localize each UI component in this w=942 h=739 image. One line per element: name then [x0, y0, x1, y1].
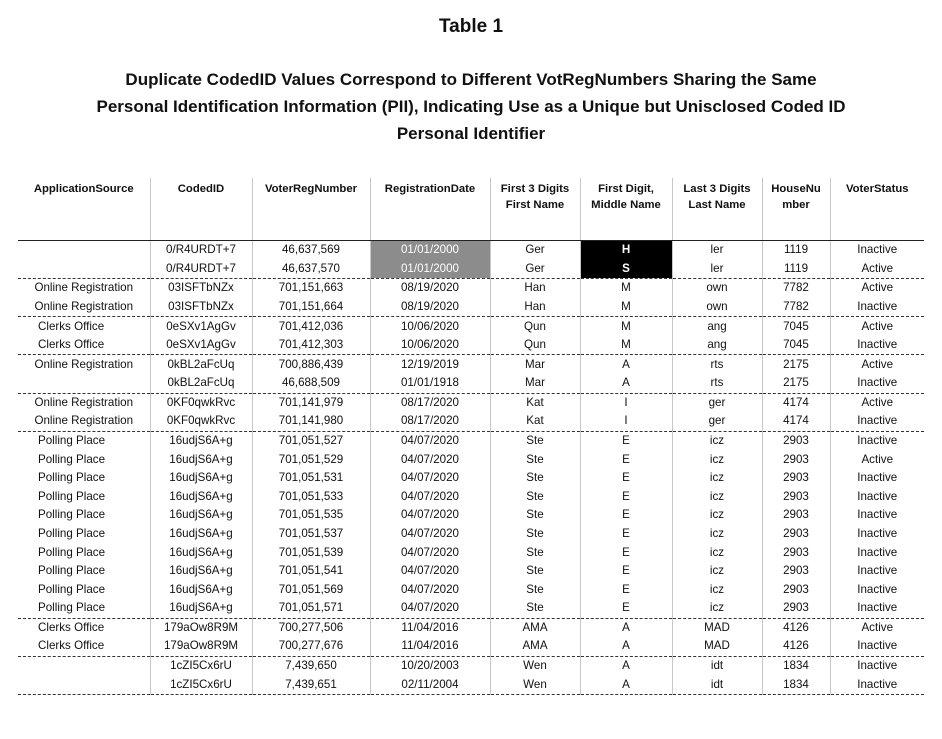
middle-name-cell: I — [580, 393, 672, 412]
application-source-cell — [18, 260, 150, 279]
house-number-cell: 2175 — [762, 374, 830, 393]
application-source-cell: Polling Place — [38, 601, 106, 615]
table-row — [18, 279, 924, 298]
last-name-cell: ang — [672, 336, 762, 355]
coded-id-cell: 179aOw8R9M — [150, 618, 252, 637]
house-number-cell: 4126 — [762, 637, 830, 656]
table-label: Table 1 — [438, 16, 504, 37]
middle-name-cell: E — [580, 469, 672, 488]
voter-reg-number-cell: 701,151,663 — [252, 279, 370, 298]
first-name-cell: Han — [490, 298, 580, 317]
house-number-cell: 2903 — [762, 506, 830, 525]
last-name-cell: icz — [672, 543, 762, 562]
last-name-cell: ger — [672, 412, 762, 431]
voter-status-cell: Active — [830, 618, 924, 637]
application-source-cell: Polling Place — [38, 564, 106, 578]
application-source-cell: Clerks Office — [38, 338, 105, 352]
registration-date-cell: 01/01/1918 — [370, 374, 490, 393]
voter-reg-number-cell: 46,637,569 — [252, 241, 370, 260]
table-row — [18, 431, 924, 450]
application-source-cell — [18, 656, 150, 675]
table-body — [18, 241, 924, 695]
table-row — [18, 336, 924, 355]
last-name-cell: icz — [672, 580, 762, 599]
table-row — [18, 488, 924, 507]
first-name-cell: Qun — [490, 317, 580, 336]
house-number-cell: 1119 — [762, 260, 830, 279]
house-number-cell: 7782 — [762, 298, 830, 317]
voter-status-cell: Inactive — [830, 562, 924, 581]
coded-id-cell: 0kBL2aFcUq — [150, 355, 252, 374]
application-source-cell: Online Registration — [18, 355, 150, 374]
first-name-cell: Ger — [490, 241, 580, 260]
application-source-cell — [18, 241, 150, 260]
table-row — [18, 580, 924, 599]
last-name-cell: ang — [672, 317, 762, 336]
middle-name-cell: E — [580, 506, 672, 525]
last-name-cell: own — [672, 298, 762, 317]
application-source-cell: Polling Place — [38, 545, 106, 559]
voter-reg-number-cell: 701,151,664 — [252, 298, 370, 317]
voter-status-cell: Inactive — [830, 637, 924, 656]
registration-date-cell: 12/19/2019 — [370, 355, 490, 374]
first-name-cell: Ste — [490, 450, 580, 469]
registration-date-cell: 04/07/2020 — [370, 599, 490, 618]
middle-name-cell: M — [580, 317, 672, 336]
first-name-cell: Ste — [490, 525, 580, 544]
registration-date-cell: 01/01/2000 — [370, 260, 490, 279]
application-source-cell: Clerks Office — [18, 618, 150, 637]
first-name-cell: Mar — [490, 355, 580, 374]
first-name-cell: Wen — [490, 675, 580, 694]
coded-id-cell: 03ISFTbNZx — [150, 298, 252, 317]
middle-name-cell: I — [580, 412, 672, 431]
voter-reg-number-cell: 700,277,506 — [252, 618, 370, 637]
last-name-cell: ler — [672, 241, 762, 260]
last-name-cell: rts — [672, 355, 762, 374]
middle-name-cell: E — [580, 562, 672, 581]
first-name-cell: Wen — [490, 656, 580, 675]
voter-status-cell: Active — [830, 355, 924, 374]
table-row — [18, 260, 924, 279]
middle-name-cell: A — [580, 355, 672, 374]
last-name-cell: idt — [672, 656, 762, 675]
last-name-cell: ler — [672, 260, 762, 279]
table-row — [18, 675, 924, 694]
table-title-line-3: Personal Identifier — [396, 124, 546, 143]
middle-name-cell: E — [580, 525, 672, 544]
coded-id-cell: 0KF0qwkRvc — [150, 412, 252, 431]
registration-date-cell: 08/19/2020 — [370, 298, 490, 317]
house-number-cell: 2903 — [762, 562, 830, 581]
application-source-cell — [18, 675, 150, 694]
registration-date-cell: 02/11/2004 — [370, 675, 490, 694]
voter-status-cell: Inactive — [830, 488, 924, 507]
table-title — [8, 66, 934, 147]
house-number-cell: 4126 — [762, 618, 830, 637]
middle-name-cell: E — [580, 543, 672, 562]
table-row — [18, 506, 924, 525]
registration-date-cell: 04/07/2020 — [370, 488, 490, 507]
house-number-cell: 2903 — [762, 543, 830, 562]
voter-reg-number-cell: 701,051,539 — [252, 543, 370, 562]
house-number-cell: 2903 — [762, 599, 830, 618]
first-name-cell: Ste — [490, 543, 580, 562]
voter-status-cell: Inactive — [830, 298, 924, 317]
voter-status-cell: Active — [830, 317, 924, 336]
voter-status-cell: Active — [830, 393, 924, 412]
middle-name-cell: E — [580, 488, 672, 507]
voter-reg-number-cell: 700,277,676 — [252, 637, 370, 656]
voter-reg-number-cell: 46,637,570 — [252, 260, 370, 279]
house-number-cell: 1834 — [762, 675, 830, 694]
column-header: HouseNu mber — [762, 178, 830, 241]
column-header: First 3 Digits First Name — [490, 178, 580, 241]
voter-reg-number-cell: 701,051,569 — [252, 580, 370, 599]
voter-status-cell: Inactive — [830, 469, 924, 488]
first-name-cell: Ger — [490, 260, 580, 279]
first-name-cell: Ste — [490, 580, 580, 599]
middle-name-cell: E — [580, 431, 672, 450]
voter-status-cell: Inactive — [830, 506, 924, 525]
voter-reg-number-cell: 701,141,980 — [252, 412, 370, 431]
table-row — [18, 412, 924, 431]
house-number-cell: 2903 — [762, 580, 830, 599]
last-name-cell: icz — [672, 488, 762, 507]
first-name-cell: Kat — [490, 412, 580, 431]
table-title-line-2: Personal Identification Information (PII), Indicating Use as a Unique but Unisclosed Coded ID — [96, 97, 846, 116]
last-name-cell: idt — [672, 675, 762, 694]
table-row — [18, 562, 924, 581]
registration-date-cell: 08/17/2020 — [370, 393, 490, 412]
voter-reg-number-cell: 701,051,541 — [252, 562, 370, 581]
coded-id-cell: 0eSXv1AgGv — [150, 317, 252, 336]
registration-date-cell: 04/07/2020 — [370, 469, 490, 488]
registration-date-cell: 04/07/2020 — [370, 525, 490, 544]
coded-id-cell: 16udjS6A+g — [150, 506, 252, 525]
house-number-cell: 7045 — [762, 317, 830, 336]
table-row — [18, 656, 924, 675]
voter-status-cell: Inactive — [830, 599, 924, 618]
middle-name-cell: E — [580, 580, 672, 599]
table-row — [18, 469, 924, 488]
middle-name-cell: A — [580, 675, 672, 694]
application-source-cell: Polling Place — [38, 526, 106, 540]
voter-status-cell: Active — [830, 260, 924, 279]
coded-id-cell: 0KF0qwkRvc — [150, 393, 252, 412]
application-source-cell — [18, 374, 150, 393]
registration-date-cell: 10/06/2020 — [370, 336, 490, 355]
registration-date-cell: 08/17/2020 — [370, 412, 490, 431]
coded-id-cell: 1cZI5Cx6rU — [150, 656, 252, 675]
voter-status-cell: Inactive — [830, 374, 924, 393]
voter-status-cell: Inactive — [830, 412, 924, 431]
voter-status-cell: Inactive — [830, 241, 924, 260]
registration-date-cell: 04/07/2020 — [370, 543, 490, 562]
application-source-cell: Polling Place — [38, 452, 106, 466]
registration-date-cell: 11/04/2016 — [370, 618, 490, 637]
duplicate-codedid-table — [18, 178, 924, 695]
house-number-cell: 4174 — [762, 393, 830, 412]
last-name-cell: icz — [672, 431, 762, 450]
table-row — [18, 599, 924, 618]
application-source-cell: Clerks Office — [38, 639, 105, 653]
voter-status-cell: Active — [830, 279, 924, 298]
voter-reg-number-cell: 701,051,571 — [252, 599, 370, 618]
table-row — [18, 241, 924, 260]
house-number-cell: 2903 — [762, 469, 830, 488]
first-name-cell: AMA — [490, 637, 580, 656]
first-name-cell: Ste — [490, 599, 580, 618]
registration-date-cell: 04/07/2020 — [370, 580, 490, 599]
middle-name-cell: A — [580, 637, 672, 656]
first-name-cell: Ste — [490, 469, 580, 488]
first-name-cell: Han — [490, 279, 580, 298]
coded-id-cell: 0/R4URDT+7 — [150, 241, 252, 260]
application-source-cell: Clerks Office — [18, 317, 150, 336]
table-row — [18, 637, 924, 656]
table-row — [18, 374, 924, 393]
coded-id-cell: 16udjS6A+g — [150, 543, 252, 562]
voter-status-cell: Inactive — [830, 543, 924, 562]
registration-date-cell: 04/07/2020 — [370, 450, 490, 469]
first-name-cell: AMA — [490, 618, 580, 637]
application-source-cell: Polling Place — [38, 489, 106, 503]
voter-reg-number-cell: 701,051,535 — [252, 506, 370, 525]
voter-reg-number-cell: 701,051,527 — [252, 431, 370, 450]
house-number-cell: 2903 — [762, 450, 830, 469]
middle-name-cell: A — [580, 374, 672, 393]
house-number-cell: 7045 — [762, 336, 830, 355]
voter-status-cell: Inactive — [830, 336, 924, 355]
coded-id-cell: 0/R4URDT+7 — [150, 260, 252, 279]
voter-reg-number-cell: 701,051,537 — [252, 525, 370, 544]
table-title-line-1: Duplicate CodedID Values Correspond to Different VotRegNumbers Sharing the Same — [125, 70, 817, 89]
voter-reg-number-cell: 7,439,651 — [252, 675, 370, 694]
middle-name-cell: E — [580, 450, 672, 469]
coded-id-cell: 179aOw8R9M — [150, 637, 252, 656]
voter-reg-number-cell: 701,412,303 — [252, 336, 370, 355]
house-number-cell: 2903 — [762, 525, 830, 544]
column-header: Last 3 Digits Last Name — [672, 178, 762, 241]
voter-status-cell: Inactive — [830, 656, 924, 675]
table-row — [18, 543, 924, 562]
house-number-cell: 7782 — [762, 279, 830, 298]
last-name-cell: own — [672, 279, 762, 298]
voter-reg-number-cell: 701,412,036 — [252, 317, 370, 336]
voter-reg-number-cell: 46,688,509 — [252, 374, 370, 393]
table-row — [18, 298, 924, 317]
voter-reg-number-cell: 701,051,531 — [252, 469, 370, 488]
coded-id-cell: 16udjS6A+g — [150, 469, 252, 488]
coded-id-cell: 16udjS6A+g — [150, 599, 252, 618]
coded-id-cell: 16udjS6A+g — [150, 580, 252, 599]
application-source-cell: Online Registration — [18, 393, 150, 412]
table-row — [18, 525, 924, 544]
application-source-cell: Polling Place — [18, 431, 150, 450]
voter-status-cell: Active — [830, 450, 924, 469]
coded-id-cell: 16udjS6A+g — [150, 562, 252, 581]
registration-date-cell: 04/07/2020 — [370, 431, 490, 450]
voter-reg-number-cell: 7,439,650 — [252, 656, 370, 675]
registration-date-cell: 10/20/2003 — [370, 656, 490, 675]
middle-name-cell: S — [580, 260, 672, 279]
column-header: VoterStatus — [830, 178, 924, 241]
header-row — [18, 178, 924, 241]
application-source-cell: Polling Place — [38, 471, 106, 485]
table-row — [18, 355, 924, 374]
application-source-cell: Polling Place — [38, 582, 106, 596]
table-row — [18, 317, 924, 336]
coded-id-cell: 1cZI5Cx6rU — [150, 675, 252, 694]
middle-name-cell: M — [580, 336, 672, 355]
column-header: CodedID — [150, 178, 252, 241]
registration-date-cell: 11/04/2016 — [370, 637, 490, 656]
application-source-cell: Polling Place — [38, 508, 106, 522]
table-row — [18, 618, 924, 637]
voter-status-cell: Inactive — [830, 431, 924, 450]
last-name-cell: ger — [672, 393, 762, 412]
first-name-cell: Mar — [490, 374, 580, 393]
application-source-cell: Online Registration — [34, 414, 134, 428]
voter-status-cell: Inactive — [830, 580, 924, 599]
middle-name-cell: M — [580, 279, 672, 298]
registration-date-cell: 04/07/2020 — [370, 506, 490, 525]
registration-date-cell: 01/01/2000 — [370, 241, 490, 260]
last-name-cell: icz — [672, 450, 762, 469]
first-name-cell: Ste — [490, 488, 580, 507]
last-name-cell: icz — [672, 506, 762, 525]
column-header: VoterRegNumber — [252, 178, 370, 241]
last-name-cell: icz — [672, 525, 762, 544]
first-name-cell: Ste — [490, 506, 580, 525]
voter-status-cell: Inactive — [830, 525, 924, 544]
last-name-cell: rts — [672, 374, 762, 393]
coded-id-cell: 0eSXv1AgGv — [150, 336, 252, 355]
table-row — [18, 393, 924, 412]
table-row — [18, 450, 924, 469]
house-number-cell: 2903 — [762, 431, 830, 450]
column-header: First Digit, Middle Name — [580, 178, 672, 241]
voter-reg-number-cell: 701,141,979 — [252, 393, 370, 412]
house-number-cell: 1834 — [762, 656, 830, 675]
voter-reg-number-cell: 701,051,529 — [252, 450, 370, 469]
middle-name-cell: A — [580, 656, 672, 675]
house-number-cell: 2903 — [762, 488, 830, 507]
registration-date-cell: 04/07/2020 — [370, 562, 490, 581]
middle-name-cell: M — [580, 298, 672, 317]
middle-name-cell: E — [580, 599, 672, 618]
house-number-cell: 1119 — [762, 241, 830, 260]
house-number-cell: 4174 — [762, 412, 830, 431]
house-number-cell: 2175 — [762, 355, 830, 374]
first-name-cell: Kat — [490, 393, 580, 412]
coded-id-cell: 16udjS6A+g — [150, 431, 252, 450]
last-name-cell: MAD — [672, 637, 762, 656]
middle-name-cell: H — [580, 241, 672, 260]
voter-status-cell: Inactive — [830, 675, 924, 694]
last-name-cell: icz — [672, 599, 762, 618]
registration-date-cell: 08/19/2020 — [370, 279, 490, 298]
coded-id-cell: 03ISFTbNZx — [150, 279, 252, 298]
last-name-cell: icz — [672, 562, 762, 581]
coded-id-cell: 16udjS6A+g — [150, 488, 252, 507]
voter-reg-number-cell: 701,051,533 — [252, 488, 370, 507]
coded-id-cell: 0kBL2aFcUq — [150, 374, 252, 393]
middle-name-cell: A — [580, 618, 672, 637]
first-name-cell: Qun — [490, 336, 580, 355]
last-name-cell: MAD — [672, 618, 762, 637]
column-header: ApplicationSource — [18, 178, 150, 241]
registration-date-cell: 10/06/2020 — [370, 317, 490, 336]
coded-id-cell: 16udjS6A+g — [150, 525, 252, 544]
first-name-cell: Ste — [490, 562, 580, 581]
first-name-cell: Ste — [490, 431, 580, 450]
column-header: RegistrationDate — [370, 178, 490, 241]
coded-id-cell: 16udjS6A+g — [150, 450, 252, 469]
voter-reg-number-cell: 700,886,439 — [252, 355, 370, 374]
application-source-cell: Online Registration — [34, 300, 134, 314]
application-source-cell: Online Registration — [18, 279, 150, 298]
last-name-cell: icz — [672, 469, 762, 488]
